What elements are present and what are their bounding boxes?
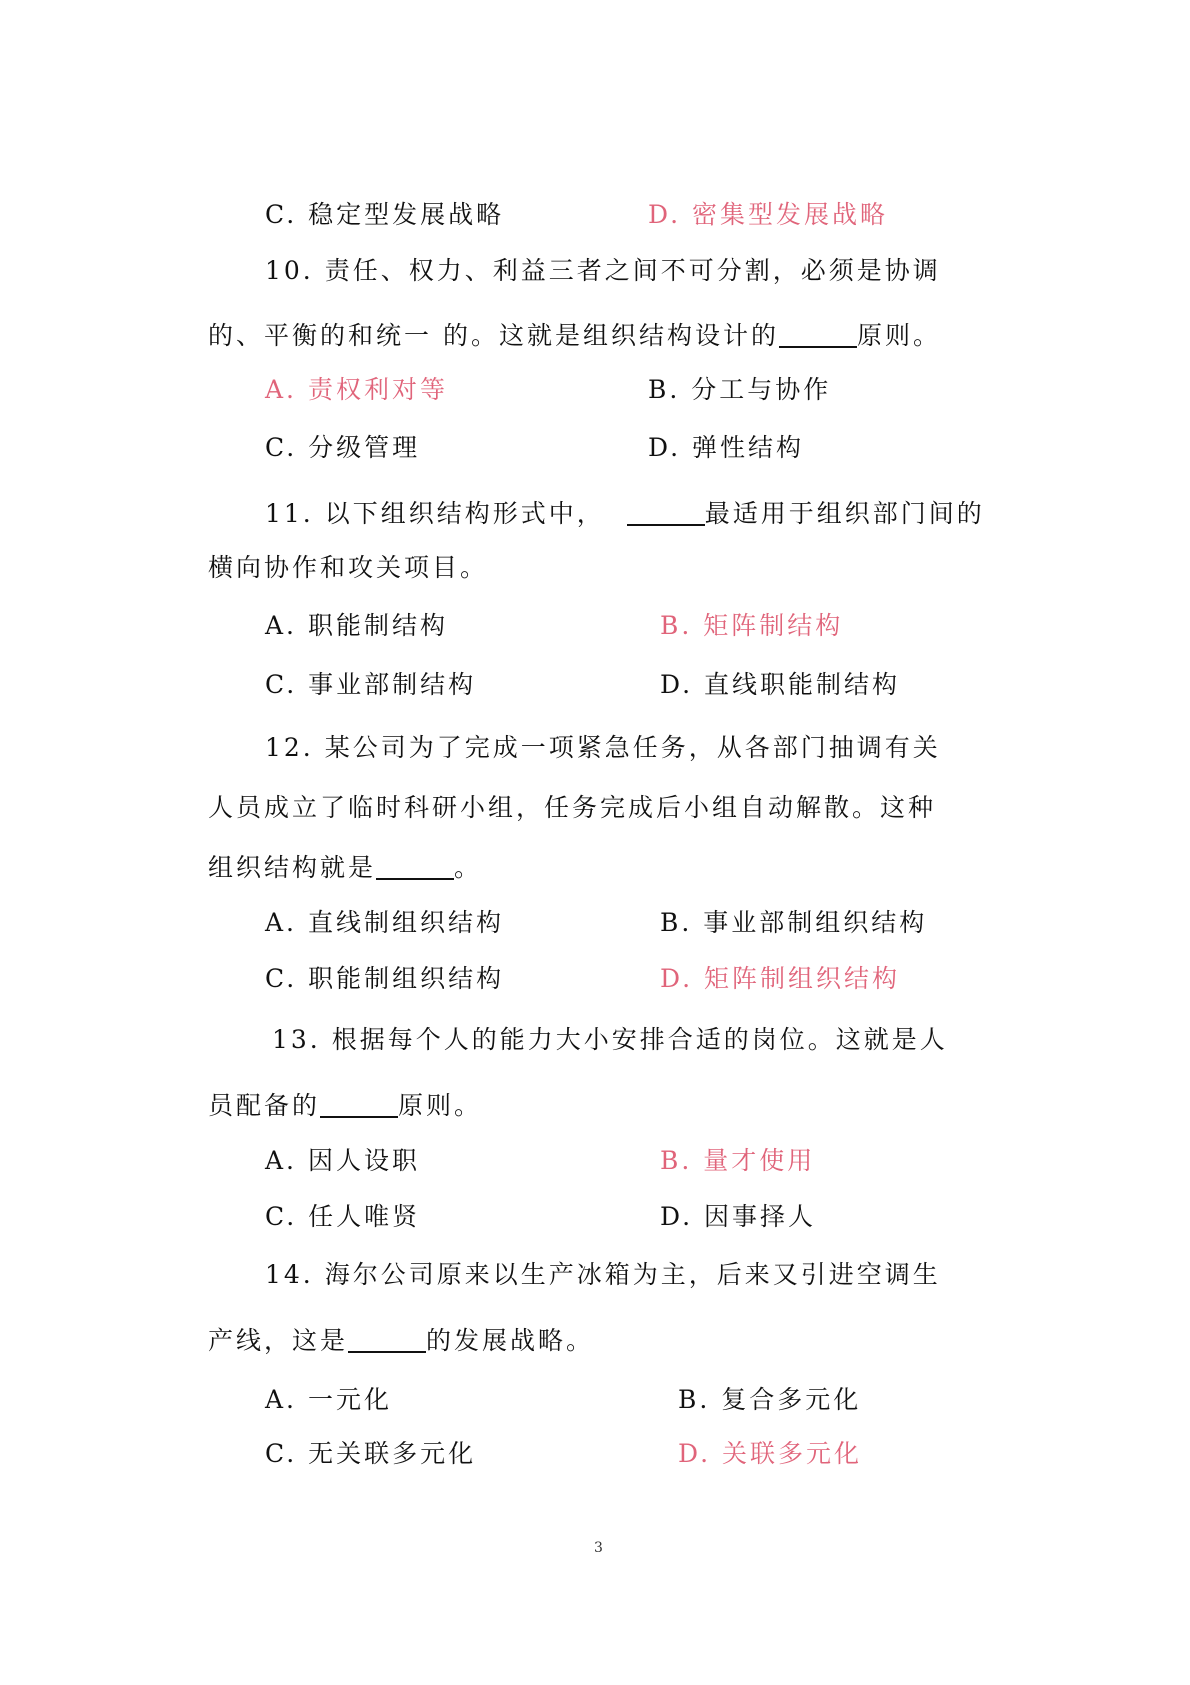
q13-option-c: C. 任人唯贤	[265, 1202, 421, 1231]
q14-option-c: C. 无关联多元化	[265, 1439, 477, 1468]
q14-option-a: A. 一元化	[265, 1385, 392, 1414]
q10-option-c: C. 分级管理	[265, 433, 421, 462]
q9-option-d-answer: D. 密集型发展战略	[648, 200, 889, 229]
q12-stem-line3-before: 组织结构就是	[208, 853, 377, 882]
q11-stem-line1-after: 最适用于组织部门间的	[704, 499, 985, 528]
q11-option-d: D. 直线职能制结构	[660, 670, 901, 699]
q12-stem-line2: 人员成立了临时科研小组，任务完成后小组自动解散。这种	[208, 793, 937, 822]
q14-stem-line2-after: 的发展战略。	[426, 1326, 595, 1355]
q10-option-b: B. 分工与协作	[648, 375, 832, 404]
q12-stem-line1: 12. 某公司为了完成一项紧急任务，从各部门抽调有关	[265, 733, 941, 762]
q13-stem-line1: 13. 根据每个人的能力大小安排合适的岗位。这就是人	[272, 1025, 948, 1054]
q14-answer-blank	[348, 1325, 426, 1353]
q13-stem-line2-before: 员配备的	[208, 1091, 321, 1120]
q9-option-c: C. 稳定型发展战略	[265, 200, 505, 229]
q13-option-a: A. 因人设职	[265, 1146, 420, 1175]
q11-stem-line1-before: 11. 以下组织结构形式中，	[265, 499, 605, 528]
q11-stem-line1	[265, 498, 985, 526]
q14-option-b: B. 复合多元化	[678, 1385, 862, 1414]
q11-stem-line2: 横向协作和攻关项目。	[208, 553, 489, 582]
q12-option-b: B. 事业部制组织结构	[660, 908, 928, 937]
q14-option-d-answer: D. 关联多元化	[678, 1439, 863, 1468]
q10-stem-line2-before: 的、平衡的和统一 的。这就是组织结构设计的	[208, 321, 779, 350]
q12-option-c: C. 职能制组织结构	[265, 964, 505, 993]
q10-stem-line1: 10. 责任、权力、利益三者之间不可分割，必须是协调	[265, 256, 941, 285]
q13-answer-blank	[320, 1090, 398, 1118]
q10-stem-line2-after: 原则。	[856, 321, 941, 350]
page-number: 3	[594, 1540, 603, 1556]
q11-option-c: C. 事业部制结构	[265, 670, 477, 699]
q11-answer-blank	[627, 498, 705, 526]
q13-option-d: D. 因事择人	[660, 1202, 817, 1231]
q14-stem-line1: 14. 海尔公司原来以生产冰箱为主，后来又引进空调生	[265, 1260, 941, 1289]
q10-option-d: D. 弹性结构	[648, 433, 805, 462]
q13-stem-line2	[208, 1090, 482, 1118]
q11-option-a: A. 职能制结构	[265, 611, 448, 640]
q12-stem-line3-after: 。	[454, 853, 483, 882]
q12-answer-blank	[376, 852, 454, 880]
q13-option-b-answer: B. 量才使用	[660, 1146, 816, 1175]
q12-stem-line3	[208, 852, 482, 880]
q12-option-a: A. 直线制组织结构	[265, 908, 504, 937]
q11-option-b-answer: B. 矩阵制结构	[660, 611, 844, 640]
q10-stem-line2	[208, 320, 941, 348]
q10-option-a-answer: A. 责权利对等	[265, 375, 448, 404]
q14-stem-line2	[208, 1325, 594, 1353]
q13-stem-line2-after: 原则。	[398, 1091, 483, 1120]
q14-stem-line2-before: 产线，这是	[208, 1326, 349, 1355]
q12-option-d-answer: D. 矩阵制组织结构	[660, 964, 901, 993]
q10-answer-blank	[779, 320, 857, 348]
